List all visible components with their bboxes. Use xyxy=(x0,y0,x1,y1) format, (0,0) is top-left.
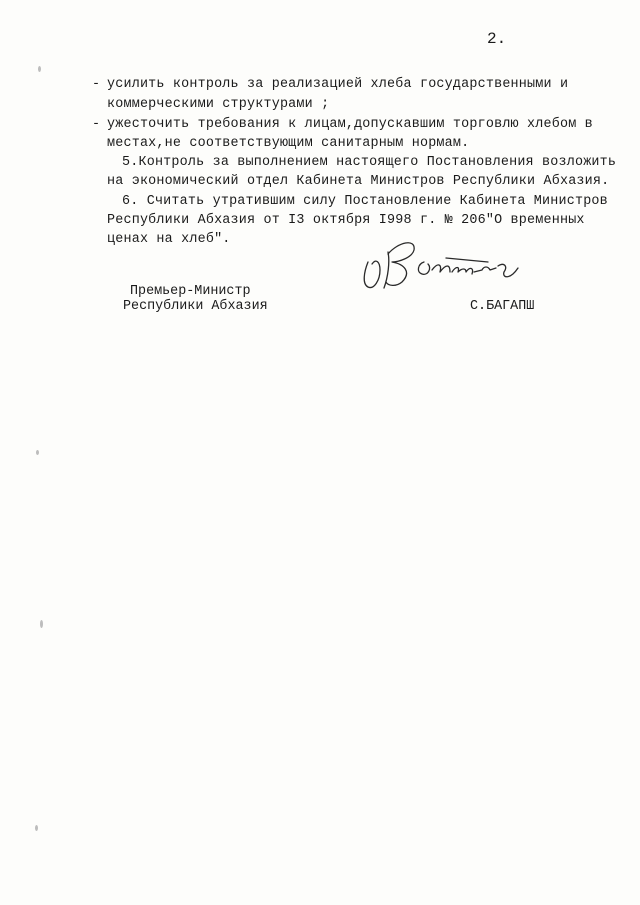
signatory-title-line1: Премьер-Министр xyxy=(130,284,251,299)
bullet-item-line: усилить контроль за реализацией хлеба государственными и xyxy=(107,77,569,92)
signatory-name: С.БАГАПШ xyxy=(470,299,535,314)
signatory-title-line2: Республики Абхазия xyxy=(123,299,268,314)
bullet-marker: - xyxy=(92,77,101,92)
scan-speck xyxy=(36,450,39,455)
handwritten-signature xyxy=(358,232,538,292)
bullet-item-line: коммерческими структурами ; xyxy=(107,97,330,112)
paragraph-line: 5.Контроль за выполнением настоящего Постановления возложить xyxy=(122,155,617,170)
bullet-item-line: ужесточить требования к лицам,допускавшим торговлю хлебом в xyxy=(107,117,593,132)
paragraph-line: 6. Считать утратившим силу Постановление Кабинета Министров xyxy=(122,194,608,209)
bullet-item-line: местах,не соответствующим санитарным нормам. xyxy=(107,136,470,151)
paragraph-line: ценах на хлеб". xyxy=(107,232,231,247)
scan-speck xyxy=(35,825,38,831)
paragraph-line: Республики Абхазия от I3 октября I998 г. № 206"О временных xyxy=(107,213,585,228)
paragraph-line: на экономический отдел Кабинета Министров Республики Абхазия. xyxy=(107,174,610,189)
bullet-marker: - xyxy=(92,117,101,132)
page-number: 2. xyxy=(487,30,507,48)
scan-speck xyxy=(40,620,43,628)
scan-speck xyxy=(38,66,41,72)
